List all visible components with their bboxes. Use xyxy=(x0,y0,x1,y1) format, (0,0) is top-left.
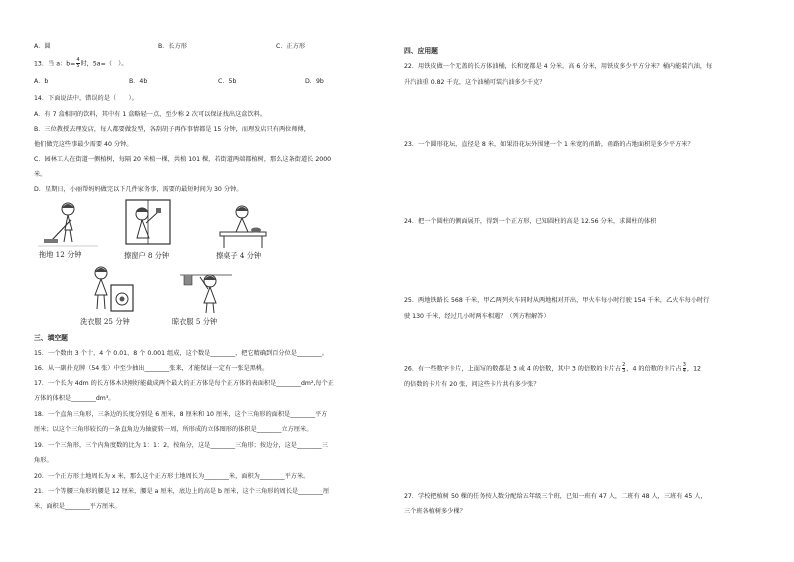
q26-line1 xyxy=(404,363,701,374)
q21-line2: 米，面积是________平方厘米。 xyxy=(34,503,121,510)
q25-line1: 25．两地铁路长 568 千米，甲乙两列火车同时从两地相对开出，甲火车每小时行驶 154 千米，乙火车每小时行 xyxy=(404,297,710,304)
chore-label-mop: 拖地 12 分钟 xyxy=(39,250,82,259)
q19-line1: 19．一个三角形，三个内角度数的比为 1：1：2，按角分，这是________三角形；按边分，这是________三 xyxy=(34,442,328,449)
q13-option-c: C．5b xyxy=(218,78,237,85)
q14-option-c-line2: 米。 xyxy=(34,171,47,178)
table-wiping-picture xyxy=(212,202,270,248)
q26-post: ，12 xyxy=(686,365,701,373)
q26-mid: ，4 的倍数的卡片占 xyxy=(626,365,682,373)
q13-stem xyxy=(34,58,127,69)
q13-post: 时，5a=（ ）。 xyxy=(80,60,128,68)
chore-label-window: 擦窗户 8 分钟 xyxy=(124,251,170,260)
q27-line1: 27．学校把植树 50 棵的任务按人数分配给五年级三个班，已知一班有 47 人，二班有 48 人，三班有 45 人， xyxy=(404,493,707,500)
q13-frac-num: 4 xyxy=(76,57,80,63)
laundry-picture xyxy=(85,265,137,315)
q13-option-a: A．b xyxy=(34,78,49,85)
q26-fraction-1 xyxy=(622,363,625,374)
q14-option-d: D．星期日，小丽帮妈妈做完以下几件家务事，需要的最短时间为 30 分钟。 xyxy=(34,186,243,193)
section-4-heading: 四、应用题 xyxy=(404,47,438,55)
q14-option-a: A．有 7 盒相同的饮料，其中有 1 盒略轻一点，至少称 2 次可以保证找出这盒饮料。 xyxy=(34,111,267,118)
q20: 20．一个正方形土地周长为 x 米，那么这个正方形土地周长为________米，面积为________平方米。 xyxy=(34,473,310,480)
q18-line2: 厘米；以这个三角形较长的一条直角边为轴旋转一周，所形成的立体图形的体积是________立方厘米。 xyxy=(34,426,313,433)
q25-line2: 驶 130 千米，经过几小时两车相遇？（列方程解答） xyxy=(404,313,550,320)
q14-option-b-line2: 他们做完这些事最少需要 40 分钟。 xyxy=(34,141,133,148)
mopping-picture xyxy=(38,200,98,248)
q26-f1-num: 2 xyxy=(622,362,626,368)
q16: 16．从一副扑克牌（54 张）中至少抽出________张来，才能保证一定有一张是黑桃。 xyxy=(34,365,269,372)
window-cleaning-picture xyxy=(120,198,176,250)
q17-line1: 17．一个长为 4dm 的长方体木块刚好能截成两个最大的正方体是每个正方体的表面积是________dm²,每个正 xyxy=(34,380,334,387)
q13-option-d: D．9b xyxy=(305,78,324,85)
q21-line1: 21．一个等腰三角形的腰是 12 厘米，腰是 a 厘米，底边上的高是 b 厘米，这个三角形的周长是________厘 xyxy=(34,488,330,495)
q26-f2-den: 4 xyxy=(682,368,686,374)
q13-frac-den: 5 xyxy=(76,63,80,69)
q18-line1: 18．一个直角三角形，三条边的长度分别是 6 厘米，8 厘米和 10 厘米，这个三角形的面积是________平方 xyxy=(34,411,328,418)
q23: 23．一个圆形花坛，直径是 8 米，如果沿花坛外围建一个 1 米宽的甬路，甬路的占地面积是多少平方米？ xyxy=(404,141,694,148)
q26-f1-den: 3 xyxy=(622,368,626,374)
chore-label-laundry: 洗衣服 25 分钟 xyxy=(80,317,130,326)
q12-option-c: C．正方形 xyxy=(276,43,306,50)
q22-line1: 22．用铁皮做一个无盖的长方体油桶，长和宽都是 4 分米，高 6 分米，用铁皮多少平方分米？桶内能装汽油，每 xyxy=(404,63,713,70)
section-3-heading: 三、填空题 xyxy=(34,334,68,342)
chore-label-table: 擦桌子 4 分钟 xyxy=(216,251,262,260)
q24: 24．把一个圆柱的侧面展开，得到一个正方形，已知圆柱的高是 12.56 分米，求圆柱的体积 xyxy=(404,218,657,225)
q12-option-b: B．长方形 xyxy=(158,43,187,50)
q26-line2: 的倍数的卡片有 20 张，问这些卡片共有多少张？ xyxy=(404,381,540,388)
q13-option-b: B．4b xyxy=(129,78,148,85)
q26-fraction-2 xyxy=(683,363,686,374)
q19-line2: 角形。 xyxy=(34,457,53,464)
q15: 15．一个数由 3 个十、4 个 0.01、8 个 0.001 组成，这个数是________，把它精确到百分位是________。 xyxy=(34,350,328,357)
q14-title: 14．下面说法中，错误的是（ ）。 xyxy=(34,95,138,102)
q26-f2-num: 3 xyxy=(682,362,686,368)
q13-fraction xyxy=(76,58,79,69)
chore-label-hang: 晾衣服 5 分钟 xyxy=(172,317,218,326)
q17-line2: 方体的体积是________dm³。 xyxy=(34,395,115,402)
hanging-clothes-picture xyxy=(178,265,234,315)
q27-line2: 三个班各植树多少棵？ xyxy=(404,508,466,515)
q12-option-a: A．圆 xyxy=(34,43,51,50)
q13-pre: 13．当 a：b= xyxy=(34,60,76,68)
q14-option-c-line1: C．园林工人在街道一侧植树，每隔 20 米植一棵，共植 101 棵，若街道两端都植树，那么这条街道长 2000 xyxy=(34,156,332,163)
q22-line2: 升汽油重 0.82 千克，这个油桶可装汽油多少千克？ xyxy=(404,79,546,86)
q14-option-b-line1: B．三位教授去理发店，每人都要做发型，各刮胡子再作事情都是 15 分钟，而理发店只有两位师傅， xyxy=(34,126,310,133)
q26-pre: 26．有一些数字卡片，上面写的数都是 3 或 4 的倍数，其中 3 的倍数的卡片占 xyxy=(404,365,622,373)
